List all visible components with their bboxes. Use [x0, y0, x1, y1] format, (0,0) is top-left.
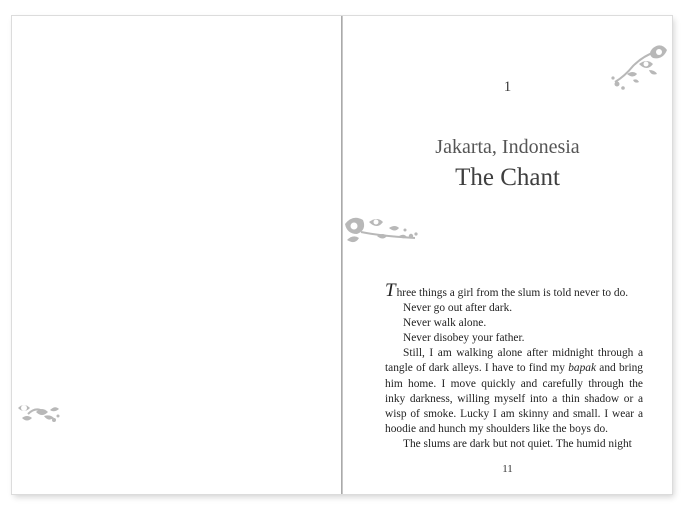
chapter-number: 1: [503, 79, 512, 95]
paragraph: The slums are dark but not quiet. The humid night: [403, 437, 632, 450]
chapter-body: [385, 280, 643, 452]
page-number: 11: [502, 463, 513, 475]
italic-word: bapak: [568, 362, 597, 375]
opening-sentence: [385, 280, 643, 301]
paragraph: [385, 346, 643, 437]
rule-line: Never go out after dark.: [403, 302, 513, 315]
opening-sentence-text: hree things a girl from the slum is told never to do.: [396, 287, 629, 299]
chapter-title: The Chant: [455, 164, 560, 191]
left-page: [12, 16, 341, 494]
book-spread: [12, 16, 672, 494]
rule-line: Never disobey your father.: [403, 332, 525, 345]
right-page: [343, 16, 672, 494]
paragraph-text: Still, I am walking alone after midnight through a tangle of dark alleys. I have to find my: [385, 347, 643, 375]
floral-ornament-icon: [343, 210, 419, 250]
rule-line: Never walk alone.: [403, 317, 487, 330]
floral-ornament-icon: [14, 398, 62, 430]
drop-cap: T: [385, 280, 396, 301]
paragraph-text: and bring him home. I move quickly and carefully through the inky darkness, willing myself into a thin shadow or a wisp of smoke. Lucky I am skinny and small. I wear a hoodie and hunch my shoulders like the boys do.: [385, 362, 643, 435]
chapter-location: Jakarta, Indonesia: [435, 136, 580, 158]
